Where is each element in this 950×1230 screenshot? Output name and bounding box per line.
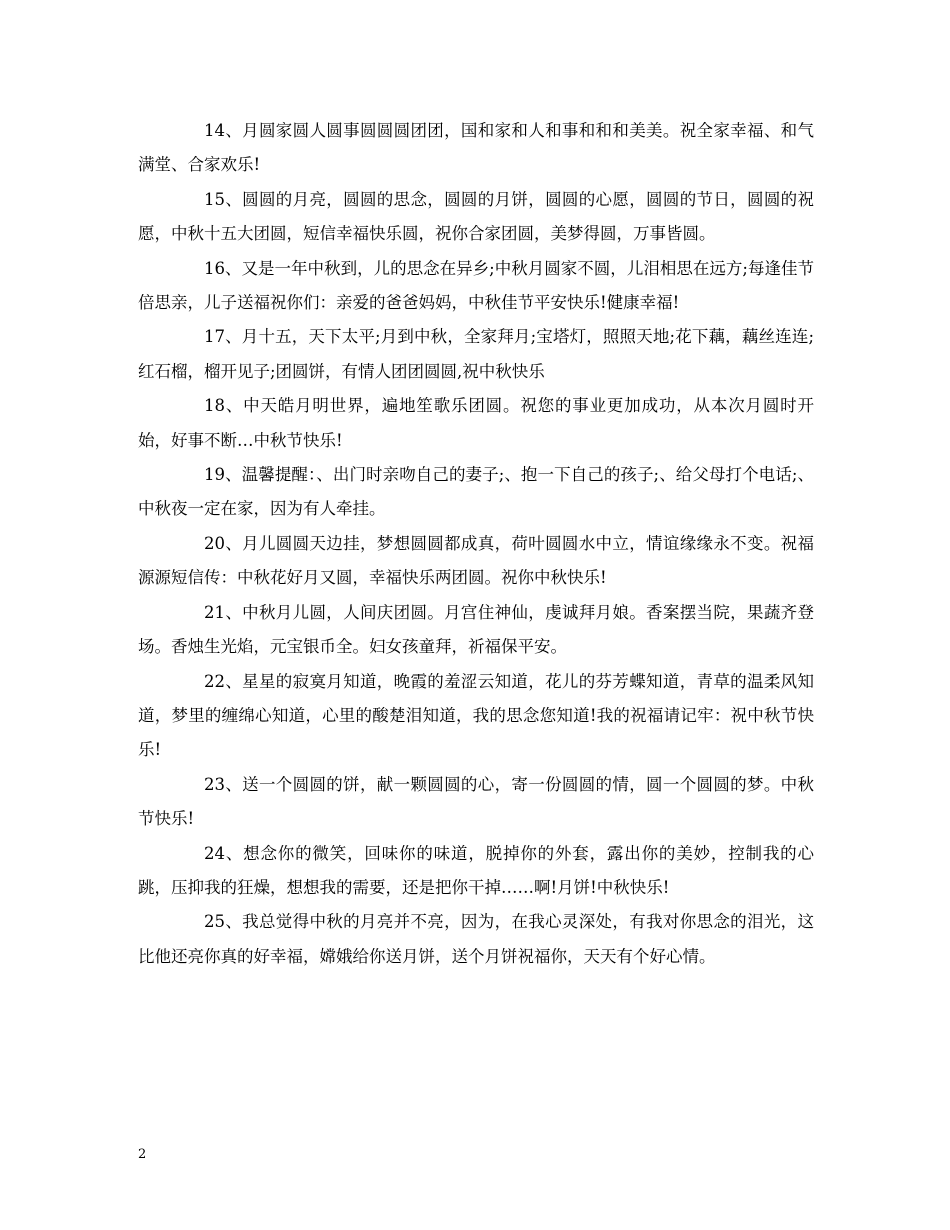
paragraph-18: 18、中天皓月明世界，遍地笙歌乐团圆。祝您的事业更加成功，从本次月圆时开始，好事不断…中秋节快乐! — [138, 396, 814, 450]
paragraph-19: 19、温馨提醒：、出门时亲吻自己的妻子;、抱一下自己的孩子;、给父母打个电话;、中秋夜一定在家，因为有人牵挂。 — [138, 465, 814, 519]
paragraph-21: 21、中秋月儿圆，人间庆团圆。月宫住神仙，虔诚拜月娘。香案摆当院，果蔬齐登场。香烛生光焰，元宝银币全。妇女孩童拜，祈福保平安。 — [138, 602, 814, 657]
paragraph-15: 15、圆圆的月亮，圆圆的思念，圆圆的月饼，圆圆的心愿，圆圆的节日，圆圆的祝愿，中秋十五大团圆，短信幸福快乐圆，祝你合家团圆，美梦得圆，万事皆圆。 — [138, 189, 814, 244]
paragraph-23: 23、送一个圆圆的饼，献一颗圆圆的心，寄一份圆圆的情，圆一个圆圆的梦。中秋节快乐! — [138, 774, 814, 829]
paragraph-22: 22、星星的寂寞月知道，晚霞的羞涩云知道，花儿的芬芳蝶知道，青草的温柔风知道，梦里的缠绵心知道，心里的酸楚泪知道，我的思念您知道!我的祝福请记牢：祝中秋节快乐! — [138, 671, 814, 760]
page-number: 2 — [138, 1147, 147, 1162]
paragraph-25: 25、我总觉得中秋的月亮并不亮，因为，在我心灵深处，有我对你思念的泪光，这比他还亮你真的好幸福，嫦娥给你送月饼，送个月饼祝福你，天天有个好心情。 — [138, 912, 814, 966]
paragraph-17: 17、月十五，天下太平;月到中秋，全家拜月;宝塔灯，照照天地;花下藕，藕丝连连;红石榴，榴开见子;团圆饼，有情人团团圆圆,祝中秋快乐 — [138, 327, 814, 381]
paragraph-24: 24、想念你的微笑，回味你的味道，脱掉你的外套，露出你的美妙，控制我的心跳，压抑我的狂燥，想想我的需要，还是把你干掉……啊!月饼!中秋快乐! — [138, 843, 814, 897]
paragraph-16: 16、又是一年中秋到，儿的思念在异乡;中秋月圆家不圆，儿泪相思在远方;每逢佳节倍思亲，儿子送福祝你们：亲爱的爸爸妈妈，中秋佳节平安快乐!健康幸福! — [138, 258, 814, 313]
paragraph-20: 20、月儿圆圆天边挂，梦想圆圆都成真，荷叶圆圆水中立，情谊缘缘永不变。祝福源源短信传：中秋花好月又圆，幸福快乐两团圆。祝你中秋快乐! — [138, 533, 814, 588]
document-body — [138, 114, 814, 974]
paragraph-14: 14、月圆家圆人圆事圆圆圆团团，国和家和人和事和和和美美。祝全家幸福、和气满堂、合家欢乐! — [138, 121, 814, 175]
